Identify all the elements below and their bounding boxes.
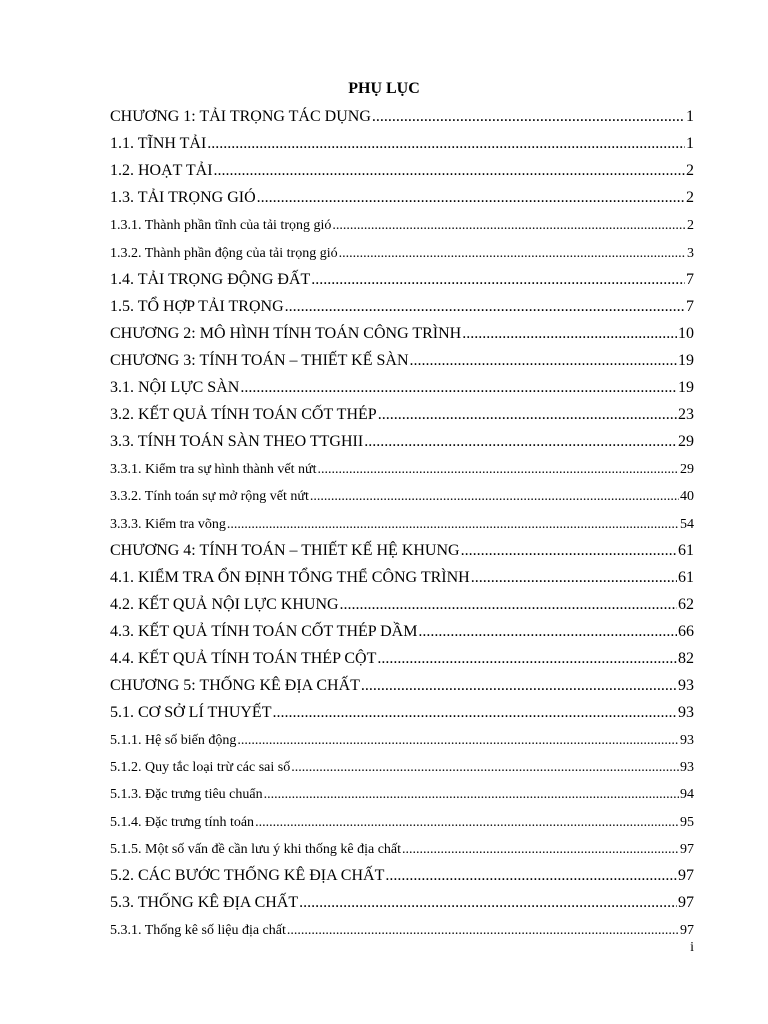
- toc-entry-page: 97: [678, 866, 694, 884]
- toc-entry-page: 7: [686, 297, 694, 315]
- toc-entry-label: 3.3.2. Tính toán sự mở rộng vết nứt: [110, 489, 309, 505]
- toc-entry-label: CHƯƠNG 1: TẢI TRỌNG TÁC DỤNG: [110, 108, 371, 126]
- toc-entry[interactable]: [110, 451, 694, 478]
- toc-entry-label: 1.3. TẢI TRỌNG GIÓ: [110, 189, 256, 207]
- dot-leader: [418, 623, 677, 641]
- toc-entry-page: 19: [678, 379, 694, 397]
- toc-entry-label: 5.1.4. Đặc trưng tính toán: [110, 814, 255, 830]
- toc-entry[interactable]: [110, 289, 694, 316]
- toc-entry-label: 4.3. KẾT QUẢ TÍNH TOÁN CỐT THÉP DẦM: [110, 622, 418, 640]
- dot-leader: [310, 490, 679, 505]
- toc-entry-page: 2: [687, 218, 694, 234]
- toc-entry-page: 19: [678, 351, 694, 369]
- toc-entry-page: 62: [678, 595, 694, 613]
- toc-entry-page: 93: [680, 733, 694, 749]
- toc-entry-label: CHƯƠNG 4: TÍNH TOÁN – THIẾT KẾ HỆ KHUNG: [110, 541, 460, 559]
- toc-entry-label: 1.1. TĨNH TẢI: [110, 135, 207, 153]
- toc-entry[interactable]: [110, 695, 694, 722]
- dot-leader: [317, 463, 679, 478]
- toc-entry-label: 3.2. KẾT QUẢ TÍNH TOÁN CỐT THÉP: [110, 406, 377, 424]
- toc-entry-page: 66: [678, 622, 694, 640]
- toc-entry[interactable]: [110, 803, 694, 830]
- toc-entry[interactable]: [110, 234, 694, 261]
- toc-entry-label: 3.1. NỘI LỰC SÀN: [110, 379, 240, 397]
- toc-entry[interactable]: [110, 99, 694, 126]
- dot-leader: [361, 677, 677, 695]
- dot-leader: [287, 924, 679, 939]
- dot-leader: [311, 271, 685, 289]
- toc-entry[interactable]: [110, 668, 694, 695]
- toc-entry-label: 5.1.3. Đặc trưng tiêu chuẩn: [110, 787, 263, 803]
- dot-leader: [299, 894, 677, 912]
- toc-entry-page: 29: [678, 433, 694, 451]
- toc-entry-page: 3: [687, 245, 694, 261]
- toc-entry-label: 1.2. HOẠT TẢI: [110, 162, 213, 180]
- toc-entry[interactable]: [110, 533, 694, 560]
- toc-entry[interactable]: [110, 560, 694, 587]
- toc-entry-page: 1: [686, 135, 694, 153]
- dot-leader: [272, 705, 677, 723]
- toc-entry-label: 4.2. KẾT QUẢ NỘI LỰC KHUNG: [110, 595, 339, 613]
- toc-entry-page: 61: [678, 568, 694, 586]
- dot-leader: [377, 650, 677, 668]
- toc-entry-label: 5.3.1. Thống kê số liệu địa chất: [110, 922, 286, 938]
- page-title: PHỤ LỤC: [348, 80, 420, 97]
- dot-leader: [285, 298, 685, 316]
- toc-entry[interactable]: [110, 505, 694, 532]
- toc-entry-page: 29: [680, 462, 694, 478]
- table-of-contents: [110, 99, 694, 939]
- dot-leader: [227, 517, 679, 532]
- toc-entry-label: 5.1. CƠ SỞ LÍ THUYẾT: [110, 704, 272, 722]
- toc-entry[interactable]: [110, 614, 694, 641]
- toc-entry-page: 54: [680, 516, 694, 532]
- toc-entry-label: 3.3.1. Kiểm tra sự hình thành vết nứt: [110, 462, 317, 478]
- dot-leader: [257, 190, 685, 208]
- dot-leader: [462, 325, 677, 343]
- toc-entry-page: 2: [686, 162, 694, 180]
- toc-entry[interactable]: [110, 478, 694, 505]
- dot-leader: [214, 163, 685, 181]
- toc-entry-label: 3.3. TÍNH TOÁN SÀN THEO TTGHII: [110, 433, 364, 451]
- page-number: i: [690, 940, 694, 955]
- toc-entry-page: 10: [678, 324, 694, 342]
- dot-leader: [410, 352, 678, 370]
- toc-entry-label: CHƯƠNG 2: MÔ HÌNH TÍNH TOÁN CÔNG TRÌNH: [110, 324, 462, 342]
- toc-entry[interactable]: [110, 153, 694, 180]
- toc-entry-page: 40: [680, 489, 694, 505]
- dot-leader: [240, 379, 677, 397]
- toc-entry-page: 97: [680, 841, 694, 857]
- toc-entry-page: 97: [678, 893, 694, 911]
- dot-leader: [291, 761, 679, 776]
- toc-entry[interactable]: [110, 262, 694, 289]
- toc-entry-label: 5.3. THỐNG KÊ ĐỊA CHẤT: [110, 893, 299, 911]
- toc-entry-page: 23: [678, 406, 694, 424]
- toc-entry-page: 2: [686, 189, 694, 207]
- toc-entry[interactable]: [110, 831, 694, 858]
- toc-entry-page: 7: [686, 270, 694, 288]
- toc-entry-label: 1.5. TỔ HỢP TẢI TRỌNG: [110, 297, 284, 315]
- toc-entry-label: 3.3.3. Kiểm tra võng: [110, 516, 226, 532]
- toc-entry[interactable]: [110, 180, 694, 207]
- toc-entry-page: 82: [678, 649, 694, 667]
- toc-entry-page: 61: [678, 541, 694, 559]
- toc-entry[interactable]: [110, 776, 694, 803]
- dot-leader: [385, 867, 677, 885]
- toc-entry[interactable]: [110, 397, 694, 424]
- toc-entry[interactable]: [110, 749, 694, 776]
- toc-entry-label: 4.1. KIỂM TRA ỔN ĐỊNH TỔNG THỂ CÔNG TRÌNH: [110, 568, 470, 586]
- toc-entry-label: 1.3.2. Thành phần động của tải trọng gió: [110, 245, 338, 261]
- toc-entry[interactable]: [110, 424, 694, 451]
- toc-entry-page: 93: [678, 677, 694, 695]
- dot-leader: [339, 246, 686, 261]
- toc-entry-label: 5.1.2. Quy tắc loại trừ các sai số: [110, 760, 291, 776]
- toc-entry-label: 5.1.5. Một số vấn đề cần lưu ý khi thống kê địa chất: [110, 841, 402, 857]
- dot-leader: [340, 596, 677, 614]
- dot-leader: [332, 219, 686, 234]
- toc-entry-label: 4.4. KẾT QUẢ TÍNH TOÁN THÉP CỘT: [110, 649, 377, 667]
- toc-entry[interactable]: [110, 912, 694, 939]
- toc-entry[interactable]: [110, 207, 694, 234]
- toc-entry-page: 93: [678, 704, 694, 722]
- toc-entry-page: 94: [680, 787, 694, 803]
- toc-entry-page: 97: [680, 922, 694, 938]
- toc-entry[interactable]: [110, 885, 694, 912]
- toc-entry[interactable]: [110, 343, 694, 370]
- toc-entry-label: 1.3.1. Thành phần tĩnh của tải trọng gió: [110, 218, 332, 234]
- toc-entry-label: CHƯƠNG 5: THỐNG KÊ ĐỊA CHẤT: [110, 677, 360, 695]
- toc-entry[interactable]: [110, 858, 694, 885]
- dot-leader: [402, 842, 679, 857]
- dot-leader: [378, 407, 677, 425]
- dot-leader: [255, 815, 679, 830]
- toc-entry-page: 1: [686, 108, 694, 126]
- toc-entry[interactable]: [110, 370, 694, 397]
- toc-entry[interactable]: [110, 641, 694, 668]
- toc-entry[interactable]: [110, 722, 694, 749]
- dot-leader: [372, 109, 685, 127]
- toc-entry[interactable]: [110, 126, 694, 153]
- dot-leader: [461, 542, 677, 560]
- toc-entry-label: 5.2. CÁC BƯỚC THỐNG KÊ ĐỊA CHẤT: [110, 866, 385, 884]
- dot-leader: [207, 136, 685, 154]
- toc-entry-page: 95: [680, 814, 694, 830]
- toc-entry-label: CHƯƠNG 3: TÍNH TOÁN – THIẾT KẾ SÀN: [110, 351, 409, 369]
- toc-entry[interactable]: [110, 587, 694, 614]
- dot-leader: [264, 788, 679, 803]
- toc-entry-label: 5.1.1. Hệ số biến động: [110, 733, 237, 749]
- dot-leader: [471, 569, 677, 587]
- toc-entry[interactable]: [110, 316, 694, 343]
- toc-entry-page: 93: [680, 760, 694, 776]
- dot-leader: [364, 434, 677, 452]
- toc-entry-label: 1.4. TẢI TRỌNG ĐỘNG ĐẤT: [110, 270, 311, 288]
- dot-leader: [237, 734, 679, 749]
